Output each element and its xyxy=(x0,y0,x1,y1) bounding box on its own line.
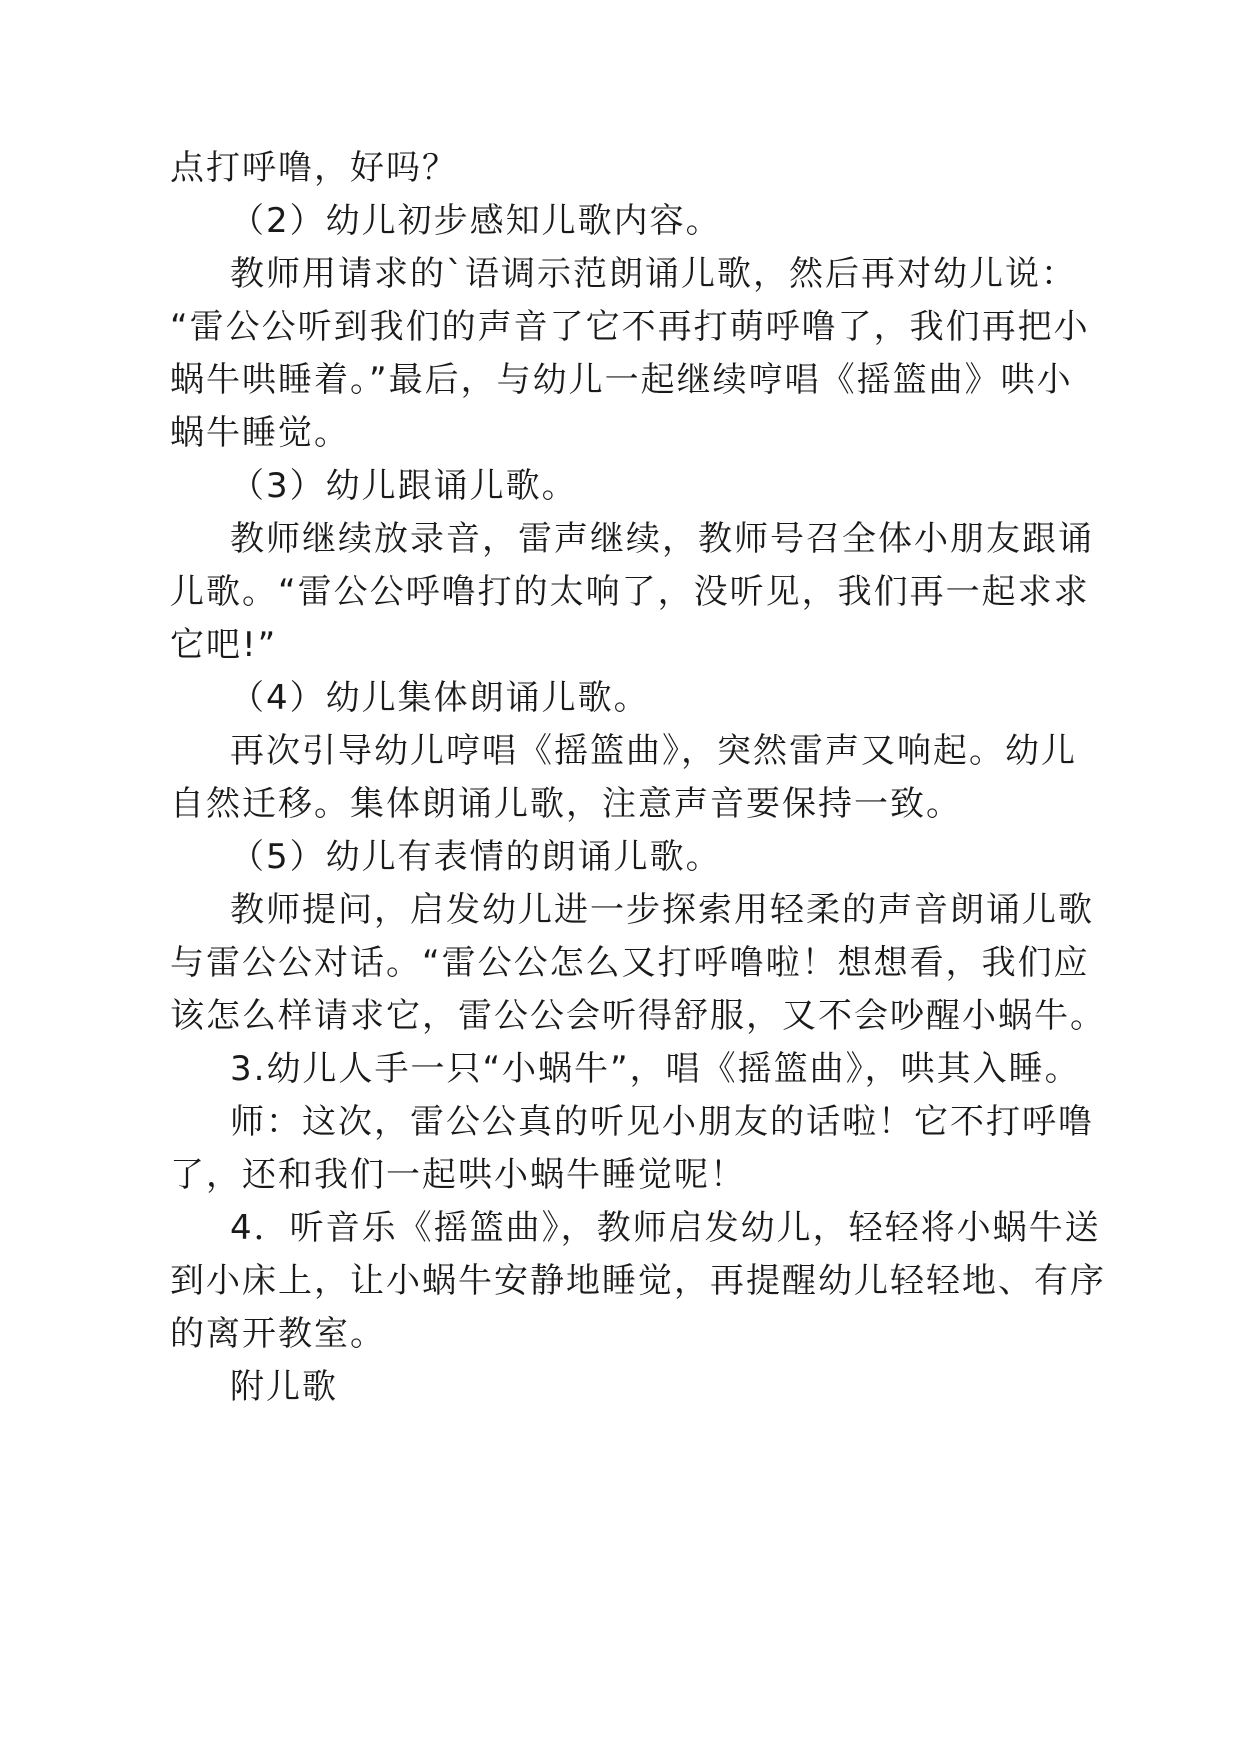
text-line: （5）幼儿有表情的朗诵儿歌。 xyxy=(230,837,722,877)
text-line: 与雷公公对话。“雷公公怎么又打呼噜啦！想想看，我们应 xyxy=(170,943,1090,983)
text-line: （4）幼儿集体朗诵儿歌。 xyxy=(230,678,650,718)
text-line: （3）幼儿跟诵儿歌。 xyxy=(230,466,578,506)
text-line: 4．听音乐《摇篮曲》，教师启发幼儿，轻轻将小蜗牛送 xyxy=(230,1208,1101,1248)
text-line: 到小床上，让小蜗牛安静地睡觉，再提醒幼儿轻轻地、有序 xyxy=(170,1261,1106,1301)
text-line: 了，还和我们一起哄小蜗牛睡觉呢！ xyxy=(170,1155,746,1195)
text-line: 儿歌。“雷公公呼噜打的太响了，没听见，我们再一起求求 xyxy=(170,572,1090,612)
text-line: 教师继续放录音，雷声继续，教师号召全体小朋友跟诵 xyxy=(230,519,1094,559)
text-line: 教师用请求的`语调示范朗诵儿歌，然后再对幼儿说： xyxy=(230,254,1077,294)
text-line: 教师提问，启发幼儿进一步探索用轻柔的声音朗诵儿歌 xyxy=(230,890,1094,930)
text-line: 师：这次，雷公公真的听见小朋友的话啦！它不打呼噜 xyxy=(230,1102,1094,1142)
text-line: 附儿歌 xyxy=(230,1367,338,1407)
text-line: 它吧!” xyxy=(170,625,278,665)
text-line: （2）幼儿初步感知儿歌内容。 xyxy=(230,201,722,241)
text-line: 的离开教室。 xyxy=(170,1314,386,1354)
text-line: 再次引导幼儿哼唱《摇篮曲》，突然雷声又响起。幼儿 xyxy=(230,731,1077,771)
text-line: 3.幼儿人手一只“小蜗牛”，唱《摇篮曲》，哄其入睡。 xyxy=(230,1049,1081,1089)
text-line: 该怎么样请求它，雷公公会听得舒服，又不会吵醒小蜗牛。 xyxy=(170,996,1106,1036)
text-line: 点打呼噜，好吗？ xyxy=(170,148,458,188)
text-line: 蜗牛睡觉。 xyxy=(170,413,350,453)
text-line: 自然迁移。集体朗诵儿歌，注意声音要保持一致。 xyxy=(170,784,962,824)
text-line: 蜗牛哄睡着。”最后，与幼儿一起继续哼唱《摇篮曲》哄小 xyxy=(170,360,1073,400)
text-line: “雷公公听到我们的声音了它不再打萌呼噜了，我们再把小 xyxy=(170,307,1090,347)
